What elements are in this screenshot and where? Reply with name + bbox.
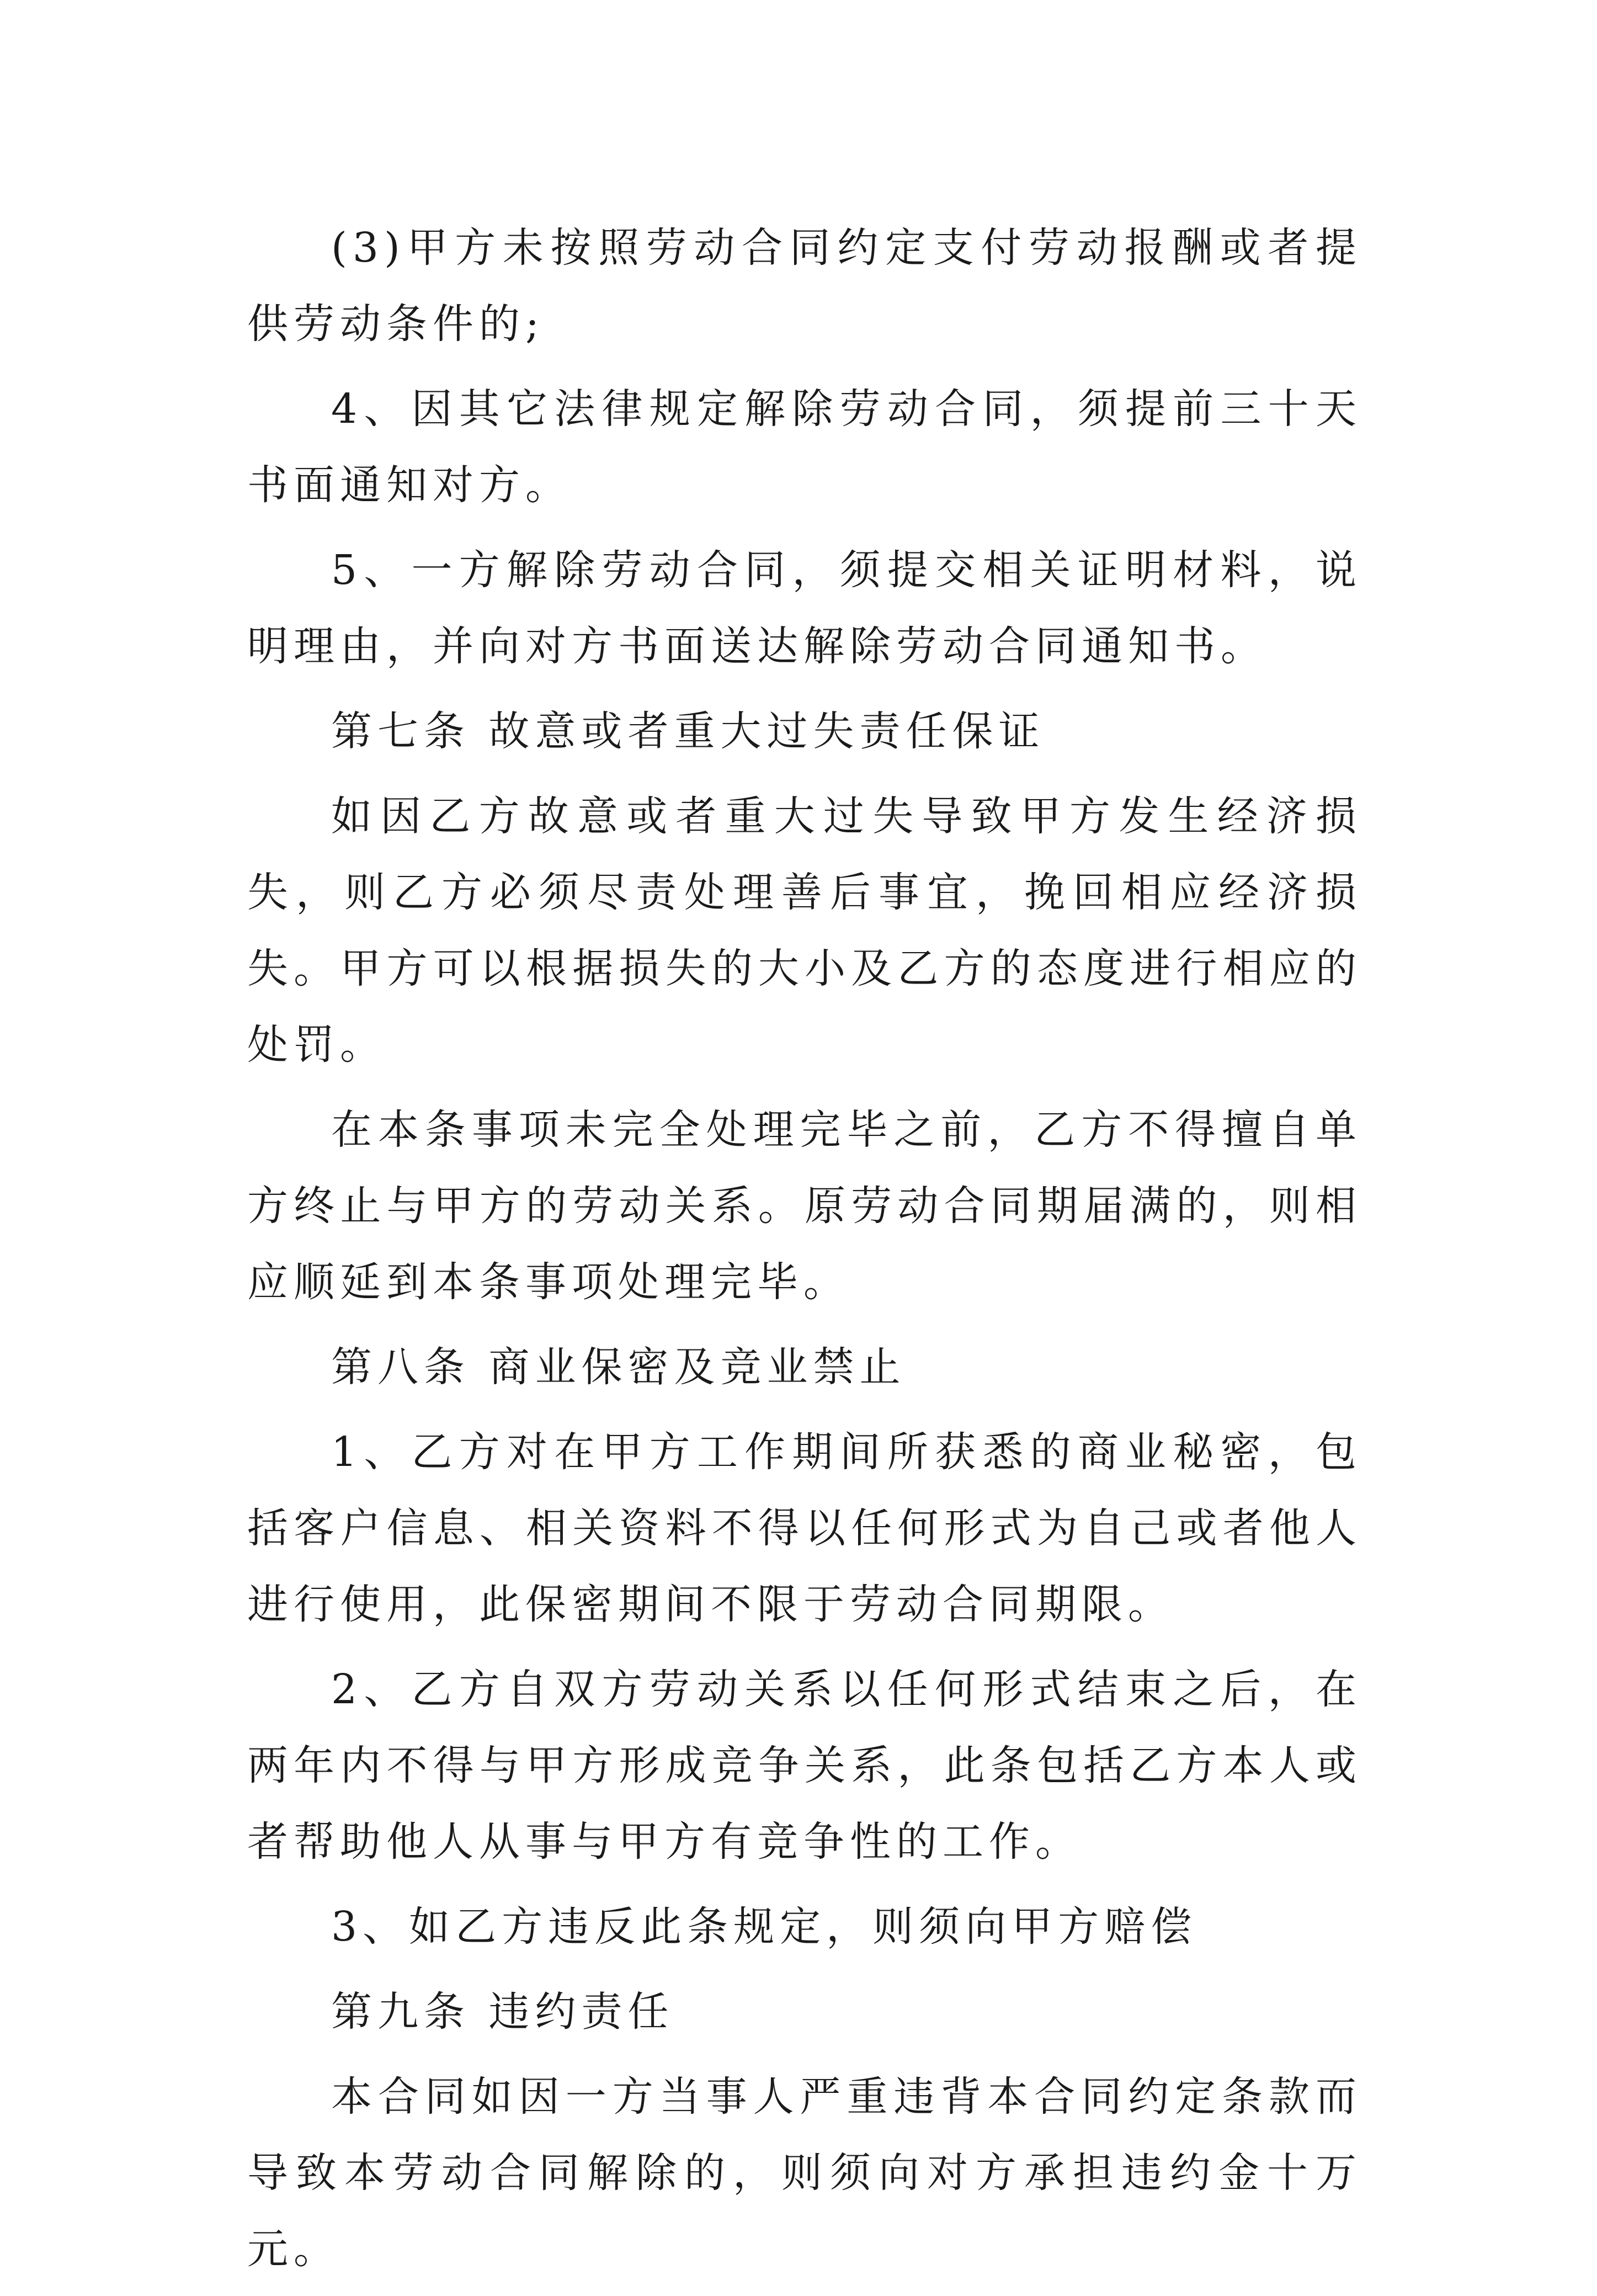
article-9-paragraph-1: 本合同如因一方当事人严重违背本合同约定条款而导致本劳动合同解除的，则须向对方承担违约金十万元。 [247,2073,1362,2273]
article-8-item-3: 3、如乙方违反此条规定，则须向甲方赔偿 [331,1903,1197,1950]
article-7-paragraph-1: 如因乙方故意或者重大过失导致甲方发生经济损失，则乙方必须尽责处理善后事宜，挽回相应经济损失。甲方可以根据损失的大小及乙方的态度进行相应的处罚。 [247,793,1362,1069]
paragraph-item-5: 5、一方解除劳动合同，须提交相关证明材料，说明理由，并向对方书面送达解除劳动合同通知书。 [247,546,1362,670]
paragraph-item-4: 4、因其它法律规定解除劳动合同，须提前三十天书面通知对方。 [247,385,1362,509]
article-7-heading: 第七条 故意或者重大过失责任保证 [331,708,1045,755]
article-7-paragraph-2: 在本条事项未完全处理完毕之前，乙方不得擅自单方终止与甲方的劳动关系。原劳动合同期届满的，则相应顺延到本条事项处理完毕。 [247,1106,1362,1306]
article-8-item-1: 1、乙方对在甲方工作期间所获悉的商业秘密，包括客户信息、相关资料不得以任何形式为自己或者他人进行使用，此保密期间不限于劳动合同期限。 [247,1428,1362,1628]
article-8-item-2: 2、乙方自双方劳动关系以任何形式结束之后，在两年内不得与甲方形成竞争关系，此条包括乙方本人或者帮助他人从事与甲方有竞争性的工作。 [247,1666,1362,1866]
article-8-heading: 第八条 商业保密及竞业禁止 [331,1343,906,1391]
paragraph-clause-3: (3)甲方未按照劳动合同约定支付劳动报酬或者提供劳动条件的; [247,224,1362,348]
article-9-heading: 第九条 违约责任 [331,1988,674,2035]
document-body [247,210,1362,2296]
